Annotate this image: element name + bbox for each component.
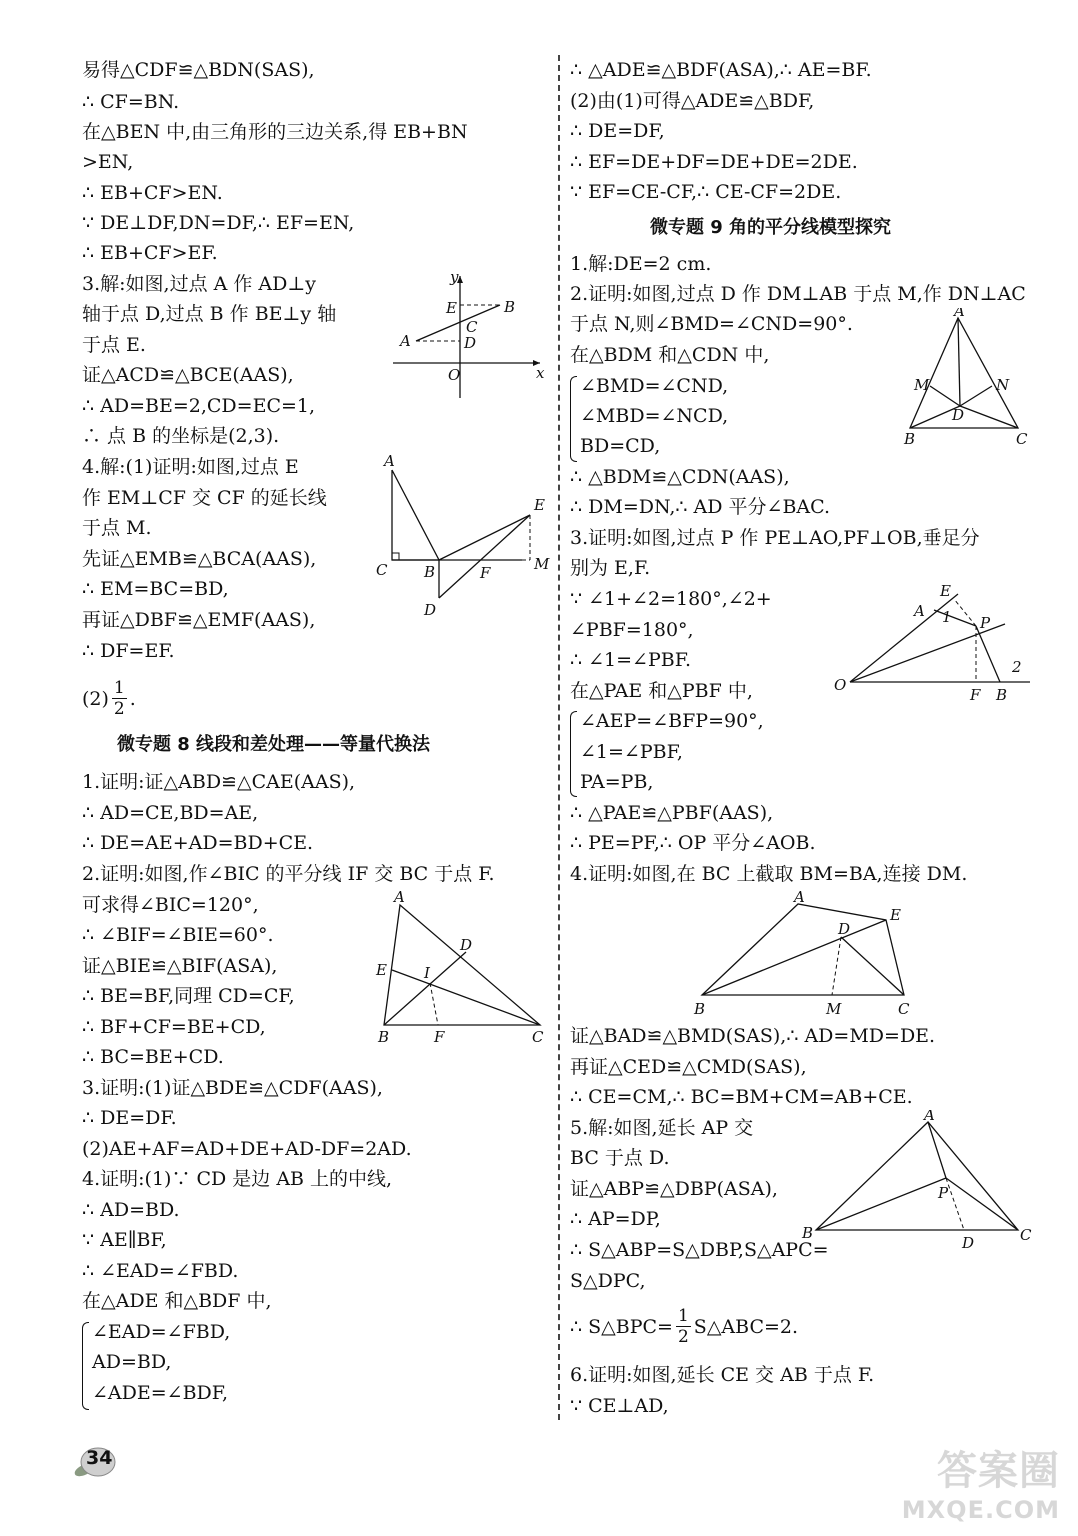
svg-text:A: A	[954, 308, 965, 320]
svg-text:A: A	[794, 890, 805, 906]
left-text-line: ∴ AD=CE,BD=AE,	[82, 802, 259, 824]
svg-text:B: B	[694, 1000, 706, 1018]
figure-coordinate	[388, 268, 548, 403]
left-brace	[82, 1322, 89, 1410]
left-text-line: 可求得∠BIC=120°,	[82, 894, 259, 916]
svg-text:B: B	[424, 563, 436, 581]
left-text-line: 3.证明:(1)证△BDE≌△CDF(AAS),	[82, 1077, 383, 1099]
figure-incenter	[372, 890, 552, 1050]
svg-text:y: y	[450, 268, 459, 286]
left-text-line: 易得△CDF≌△BDN(SAS),	[82, 59, 315, 81]
right-text-line: 在△PAE 和△PBF 中,	[570, 680, 753, 702]
fraction	[112, 678, 127, 719]
svg-text:B: B	[378, 1028, 390, 1046]
svg-text:A: A	[394, 890, 405, 906]
svg-text:C: C	[898, 1000, 910, 1018]
right-brace	[570, 711, 577, 797]
svg-text:1: 1	[942, 608, 952, 626]
left-text-line: ∴ DE=AE+AD=BD+CE.	[82, 832, 314, 854]
right-text-line: ∴ DE=DF,	[570, 120, 665, 142]
left-text-line: 在△ADE 和△BDF 中,	[82, 1290, 272, 1312]
left-text-line: 在△BEN 中,由三角形的三边关系,得 EB+BN	[82, 121, 468, 143]
fraction-denominator: 2	[113, 699, 125, 719]
right-text-line: 5.解:如图,延长 AP 交	[570, 1117, 754, 1139]
right-text-line: ∠MBD=∠NCD,	[580, 405, 729, 427]
right-text-line: ∵ CE⊥AD,	[570, 1395, 669, 1417]
watermark-url: MXQE.COM	[901, 1496, 1060, 1524]
svg-text:C: C	[1016, 430, 1028, 448]
right-text-line: PA=PB,	[580, 771, 654, 793]
svg-text:M: M	[534, 555, 550, 573]
svg-text:M: M	[826, 1000, 842, 1018]
column-divider	[558, 55, 560, 1420]
left-fraction-line	[82, 678, 136, 719]
right-text-line: 6.证明:如图,延长 CE 交 AB 于点 F.	[570, 1364, 875, 1386]
left-text-line: 再证△DBF≌△EMF(AAS),	[82, 609, 316, 631]
svg-text:P: P	[938, 1184, 949, 1202]
watermark-logo: 答案圈	[937, 1448, 1060, 1494]
right-text-line: 再证△CED≌△CMD(SAS),	[570, 1056, 807, 1078]
left-text-line: 先证△EMB≌△BCA(AAS),	[82, 548, 317, 570]
svg-text:E: E	[446, 299, 457, 317]
right-text-line: 别为 E,F.	[570, 557, 651, 579]
svg-text:C: C	[376, 561, 388, 579]
svg-text:2: 2	[1012, 658, 1022, 676]
fraction-numerator: 1	[677, 1306, 689, 1326]
figure-bisector	[898, 308, 1038, 448]
right-text-line: ∴ EF=DE+DF=DE+DE=2DE.	[570, 151, 858, 173]
watermark	[902, 1439, 1060, 1524]
left-text-line: ∵ DE⊥DF,DN=DF,∴ EF=EN,	[82, 212, 355, 234]
right-text-line: ∴ △PAE≌△PBF(AAS),	[570, 802, 774, 824]
right-text-line: 1.解:DE=2 cm.	[570, 253, 712, 275]
left-text-line: ∴ ∠BIF=∠BIE=60°.	[82, 924, 274, 946]
left-text-line: ∠ADE=∠BDF,	[92, 1382, 229, 1404]
left-text-line: ∴ CF=BN.	[82, 91, 180, 113]
svg-text:B: B	[504, 298, 516, 316]
left-text-line: ∴ ∠EAD=∠FBD.	[82, 1260, 239, 1282]
fraction-denominator: 2	[677, 1327, 689, 1347]
svg-text:A: A	[914, 602, 925, 620]
left-text-line: >EN,	[82, 151, 134, 173]
left-text-line: 作 EM⊥CF 交 CF 的延长线	[82, 487, 327, 509]
right-text-line: 3.证明:如图,过点 P 作 PE⊥AO,PF⊥OB,垂足分	[570, 527, 980, 549]
svg-text:P: P	[980, 614, 991, 632]
right-text-line: 于点 N,则∠BMD=∠CND=90°.	[570, 313, 853, 335]
left-text-line: 于点 M.	[82, 517, 152, 539]
left-text-line: ∴ BC=BE+CD.	[82, 1046, 224, 1068]
svg-text:E: E	[940, 582, 951, 600]
svg-text:M: M	[914, 376, 930, 394]
left-text-line: 4.证明:(1)∵ CD 是边 AB 上的中线,	[82, 1168, 393, 1190]
svg-text:N: N	[996, 376, 1010, 394]
right-text-line: ∴ PE=PF,∴ OP 平分∠AOB.	[570, 832, 816, 854]
right-text-line: 2.证明:如图,过点 D 作 DM⊥AB 于点 M,作 DN⊥AC	[570, 283, 1026, 305]
left-text-line: ∵ AE∥BF,	[82, 1229, 167, 1251]
right-text-line: ∴ AP=DP,	[570, 1208, 661, 1230]
right-text-line: ∵ ∠1+∠2=180°,∠2+	[570, 588, 772, 610]
svg-text:E: E	[890, 906, 901, 924]
left-text-line: ∴ EB+CF>EN.	[82, 182, 223, 204]
left-text-line: ∴ BF+CF=BE+CD,	[82, 1016, 266, 1038]
right-text-line: BC 于点 D.	[570, 1147, 670, 1169]
left-text-line: ∴ DF=EF.	[82, 640, 175, 662]
svg-text:B: B	[996, 686, 1008, 704]
right-text-line: 证△BAD≌△BMD(SAS),∴ AD=MD=DE.	[570, 1025, 936, 1047]
left-text-line: ∴ DE=DF.	[82, 1107, 177, 1129]
svg-text:D: D	[962, 1234, 975, 1252]
left-section-heading: 微专题 8 线段和差处理——等量代换法	[117, 734, 431, 755]
right-text-line: ∴ ∠1=∠PBF.	[570, 649, 691, 671]
svg-text:B: B	[904, 430, 916, 448]
right-text-line: ∴ △ADE≌△BDF(ASA),∴ AE=BF.	[570, 59, 872, 81]
left-text-line: ∴ EM=BC=BD,	[82, 578, 229, 600]
figure-q4-right	[688, 890, 913, 1020]
fraction-suffix: .	[129, 687, 136, 710]
right-text-line: BD=CD,	[580, 435, 661, 457]
left-text-line: ∴ 点 B 的坐标是(2,3).	[82, 425, 280, 447]
svg-text:O: O	[834, 676, 847, 694]
fraction-suffix: S△ABC=2.	[693, 1315, 799, 1338]
fraction-numerator: 1	[113, 678, 125, 698]
right-text-line: ∴ △BDM≌△CDN(AAS),	[570, 466, 790, 488]
left-text-line: ∠EAD=∠FBD,	[92, 1321, 231, 1343]
figure-q4	[372, 450, 557, 625]
left-text-line: 证△ACD≌△BCE(AAS),	[82, 364, 294, 386]
left-text-line: 轴于点 D,过点 B 作 BE⊥y 轴	[82, 303, 337, 325]
right-text-line: ∴ S△ABP=S△DBP,S△APC=	[570, 1239, 829, 1261]
left-text-line: 于点 E.	[82, 334, 146, 356]
right-text-line: ∴ DM=DN,∴ AD 平分∠BAC.	[570, 496, 831, 518]
right-text-line: ∵ EF=CE-CF,∴ CE-CF=2DE.	[570, 181, 842, 203]
svg-text:E: E	[376, 961, 387, 979]
fraction-prefix: ∴ S△BPC=	[570, 1315, 673, 1338]
svg-text:D: D	[460, 936, 473, 954]
svg-text:C: C	[466, 318, 478, 336]
svg-text:x: x	[536, 364, 545, 382]
figure-angle-aob	[830, 582, 1035, 707]
svg-text:A: A	[924, 1110, 935, 1124]
left-text-line: 4.解:(1)证明:如图,过点 E	[82, 456, 299, 478]
right-text-line: ∠BMD=∠CND,	[580, 375, 729, 397]
right-text-line: (2)由(1)可得△ADE≌△BDF,	[570, 90, 815, 112]
left-text-line: ∴ AD=BD.	[82, 1199, 180, 1221]
page-number-badge	[60, 1438, 120, 1482]
left-text-line: AD=BD,	[92, 1351, 172, 1373]
left-text-line: 2.证明:如图,作∠BIC 的平分线 IF 交 BC 于点 F.	[82, 863, 495, 885]
svg-text:O: O	[448, 366, 461, 384]
right-brace	[570, 376, 577, 462]
svg-text:E: E	[534, 496, 545, 514]
svg-text:C: C	[1020, 1226, 1032, 1244]
left-text-line: ∴ BE=BF,同理 CD=CF,	[82, 985, 295, 1007]
svg-text:F: F	[480, 564, 491, 582]
svg-text:I: I	[424, 964, 430, 982]
right-text-line: 证△ABP≌△DBP(ASA),	[570, 1178, 778, 1200]
svg-text:D: D	[838, 920, 851, 938]
right-text-line: 4.证明:如图,在 BC 上截取 BM=BA,连接 DM.	[570, 863, 968, 885]
svg-text:F: F	[970, 686, 981, 704]
left-text-line: ∴ AD=BE=2,CD=EC=1,	[82, 395, 316, 417]
page-number: 34	[86, 1447, 113, 1469]
right-text-line: ∠PBF=180°,	[570, 619, 694, 641]
svg-text:B: B	[802, 1224, 814, 1242]
right-text-line: S△DPC,	[570, 1270, 646, 1292]
svg-text:D: D	[952, 406, 965, 424]
left-text-line: 3.解:如图,过点 A 作 AD⊥y	[82, 273, 316, 295]
svg-text:C: C	[532, 1028, 544, 1046]
svg-text:D: D	[464, 334, 477, 352]
right-section-heading: 微专题 9 角的平分线模型探究	[650, 217, 892, 238]
fraction-prefix: (2)	[82, 687, 109, 710]
left-text-line: (2)AE+AF=AD+DE+AD-DF=2AD.	[82, 1138, 412, 1160]
svg-text:F: F	[434, 1028, 445, 1046]
right-text-line: 在△BDM 和△CDN 中,	[570, 344, 770, 366]
right-text-line: ∠1=∠PBF,	[580, 741, 683, 763]
figure-q5-right	[798, 1110, 1038, 1255]
left-text-line: ∴ EB+CF>EF.	[82, 242, 218, 264]
right-fraction-line	[570, 1306, 798, 1347]
left-text-line: 1.证明:证△ABD≌△CAE(AAS),	[82, 771, 356, 793]
right-text-line: ∠AEP=∠BFP=90°,	[580, 710, 764, 732]
svg-text:A: A	[384, 452, 395, 470]
left-text-line: 证△BIE≌△BIF(ASA),	[82, 955, 278, 977]
svg-text:D: D	[424, 601, 437, 619]
right-text-line: ∴ CE=CM,∴ BC=BM+CM=AB+CE.	[570, 1086, 913, 1108]
svg-text:A: A	[400, 332, 411, 350]
fraction	[676, 1306, 691, 1347]
